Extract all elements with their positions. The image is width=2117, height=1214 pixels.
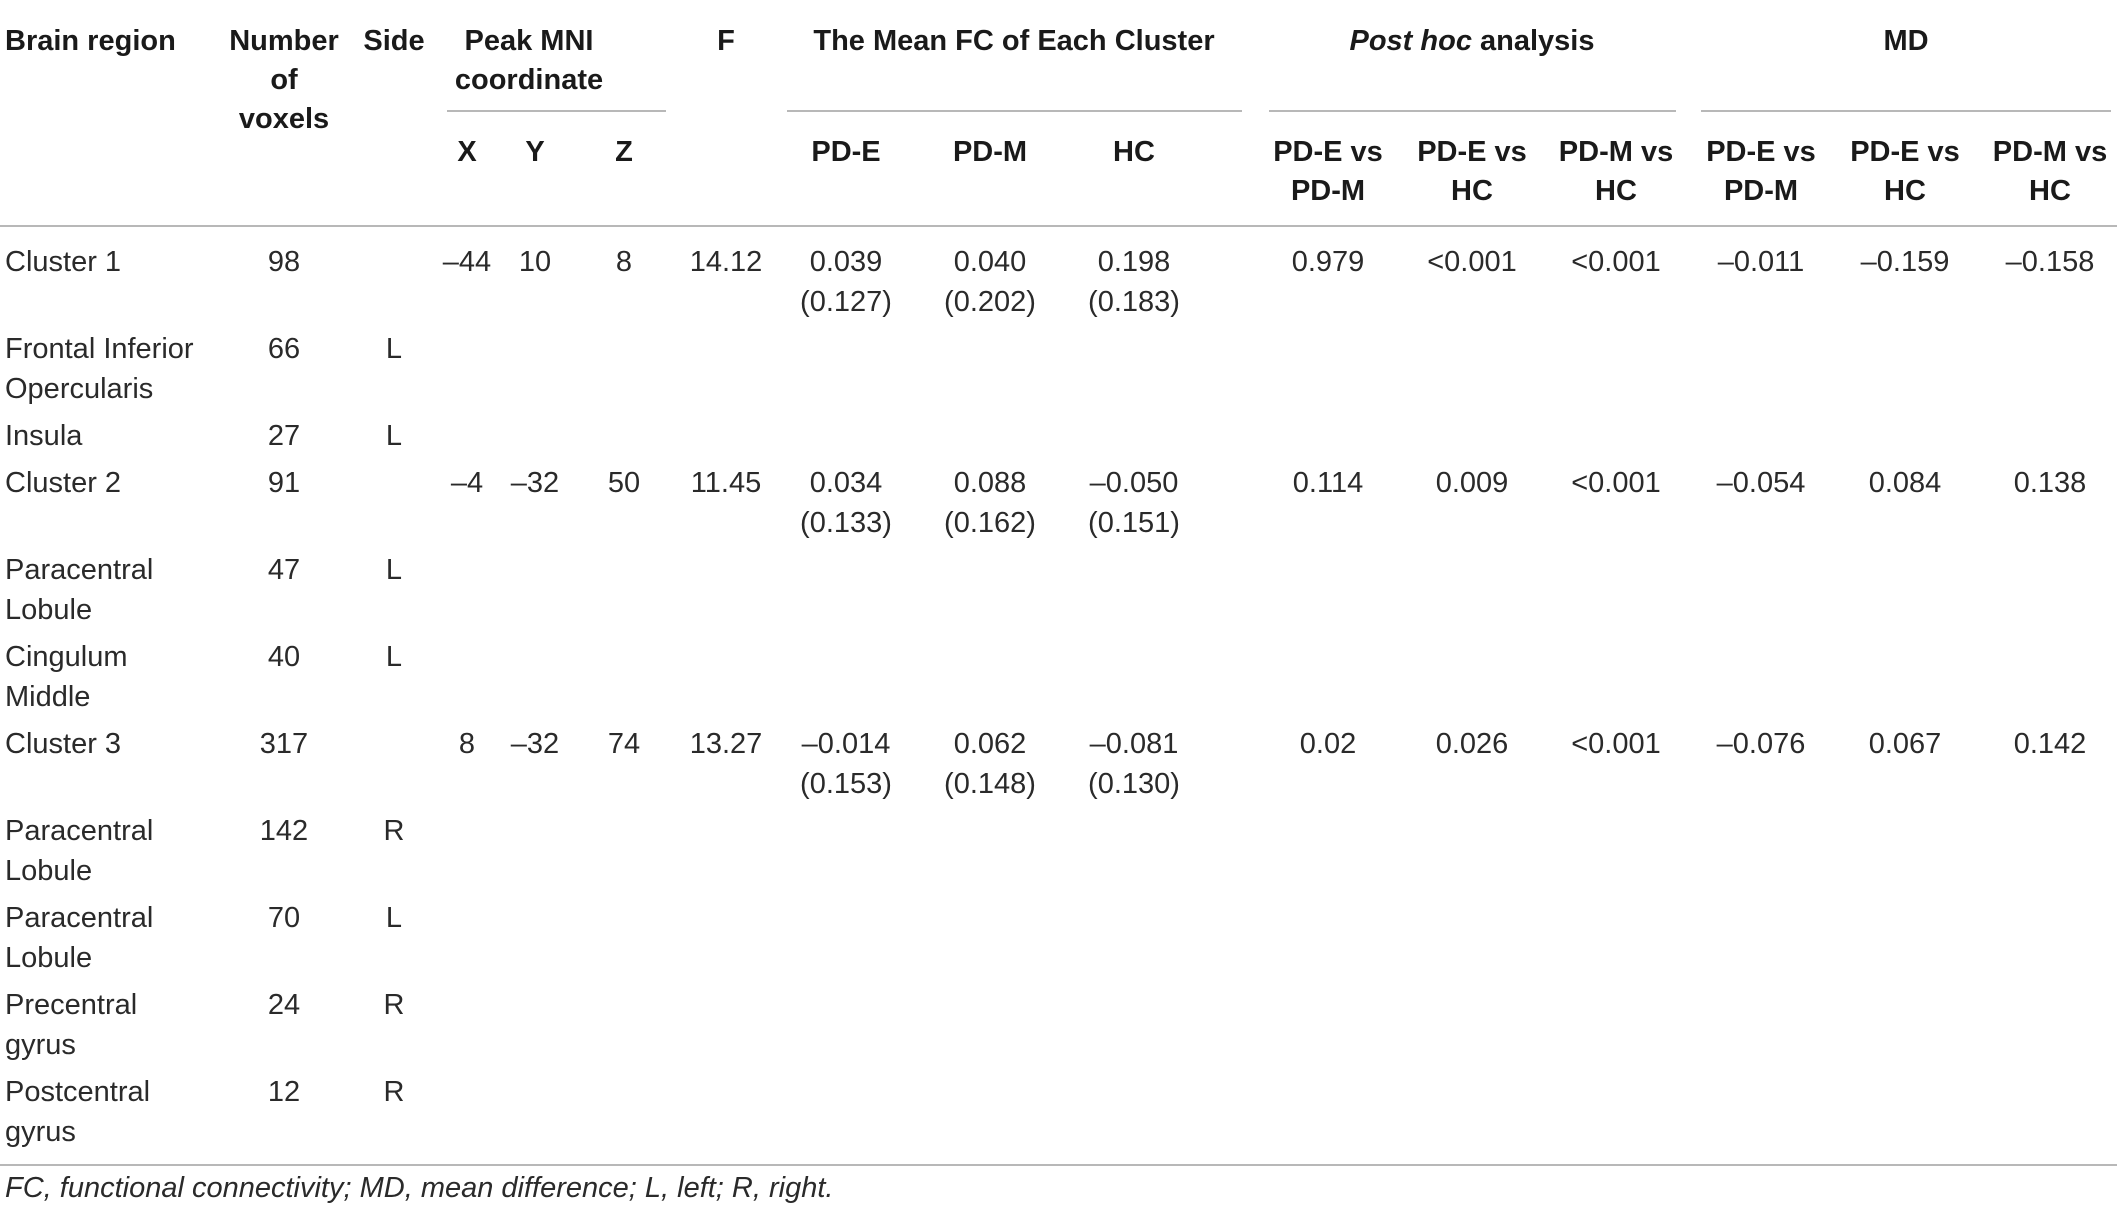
row-side: R: [383, 989, 405, 1021]
row-posthoc-pdm-hc: <0.001: [1571, 728, 1661, 760]
row-region-line1: Cingulum: [5, 641, 128, 673]
row-z: 50: [607, 467, 641, 499]
md-underline: [1701, 110, 2111, 112]
header-z: Z: [615, 136, 633, 168]
row-side: L: [385, 902, 403, 934]
row-posthoc-pdm-hc: <0.001: [1571, 467, 1661, 499]
row-voxels: 70: [267, 902, 301, 934]
row-region: Cluster 1: [5, 246, 122, 278]
row-pdm-mean: 0.062: [953, 728, 1027, 760]
row-voxels: 317: [259, 728, 309, 760]
row-md-pdm-hc: 0.138: [2013, 467, 2087, 499]
row-region-line1: Precentral: [5, 989, 138, 1021]
header-mean-fc: The Mean FC of Each Cluster: [813, 25, 1215, 57]
header-number-of-voxels-1: Number: [229, 25, 339, 57]
row-x: –44: [442, 246, 492, 278]
mean-fc-underline: [787, 110, 1242, 112]
header-pd-e: PD-E: [811, 136, 881, 168]
row-hc-sd: (0.130): [1088, 768, 1180, 800]
row-md-pde-hc: 0.067: [1868, 728, 1942, 760]
row-hc-mean: –0.081: [1089, 728, 1179, 760]
header-hc: HC: [1113, 136, 1155, 168]
header-peak-mni-1: Peak MNI: [464, 25, 594, 57]
table-bottom-rule: [0, 1164, 2117, 1166]
row-region-line2: Opercularis: [5, 373, 154, 405]
row-region-line2: Lobule: [5, 942, 93, 974]
row-voxels: 91: [267, 467, 301, 499]
row-voxels: 12: [267, 1076, 301, 1108]
header-brain-region: Brain region: [5, 25, 176, 57]
row-voxels: 40: [267, 641, 301, 673]
row-md-pde-hc: 0.084: [1868, 467, 1942, 499]
header-ph-pde-pdm-1: PD-E vs: [1273, 136, 1383, 168]
row-pde-mean: 0.039: [809, 246, 883, 278]
header-ph-pdm-hc-2: HC: [1595, 175, 1637, 207]
row-pdm-sd: (0.162): [944, 507, 1036, 539]
post-hoc-underline: [1269, 110, 1676, 112]
row-posthoc-pde-hc: 0.026: [1435, 728, 1509, 760]
row-f: 14.12: [689, 246, 763, 278]
row-posthoc-pde-hc: <0.001: [1427, 246, 1517, 278]
row-md-pde-hc: –0.159: [1860, 246, 1950, 278]
peak-mni-underline: [447, 110, 666, 112]
row-side: L: [385, 420, 403, 452]
row-posthoc-pde-hc: 0.009: [1435, 467, 1509, 499]
row-y: 10: [518, 246, 552, 278]
row-region-line2: gyrus: [5, 1029, 76, 1061]
row-side: L: [385, 333, 403, 365]
header-number-of-voxels-2: of: [270, 64, 298, 96]
row-region-line2: gyrus: [5, 1116, 76, 1148]
header-md-pdm-hc-1: PD-M vs: [1992, 136, 2108, 168]
header-ph-pde-hc-2: HC: [1451, 175, 1493, 207]
table-footnote: FC, functional connectivity; MD, mean difference; L, left; R, right.: [5, 1172, 834, 1204]
header-md-pdm-hc-2: HC: [2029, 175, 2071, 207]
header-bottom-rule: [0, 225, 2117, 227]
header-md-pde-pdm-2: PD-M: [1723, 175, 1799, 207]
row-z: 74: [607, 728, 641, 760]
row-region-line1: Paracentral: [5, 554, 154, 586]
row-x: 8: [458, 728, 476, 760]
header-peak-mni-2: coordinate: [454, 64, 604, 96]
header-post-hoc-rest: analysis: [1471, 25, 1595, 57]
row-z: 8: [615, 246, 633, 278]
row-posthoc-pde-pdm: 0.979: [1291, 246, 1365, 278]
header-md-pde-pdm-1: PD-E vs: [1706, 136, 1816, 168]
row-pde-mean: –0.014: [801, 728, 891, 760]
row-pdm-sd: (0.202): [944, 286, 1036, 318]
row-posthoc-pde-pdm: 0.114: [1292, 467, 1364, 499]
row-f: 13.27: [689, 728, 763, 760]
header-y: Y: [525, 136, 545, 168]
row-pde-sd: (0.153): [800, 768, 892, 800]
row-voxels: 98: [267, 246, 301, 278]
row-side: L: [385, 554, 403, 586]
row-md-pde-pdm: –0.054: [1716, 467, 1806, 499]
row-voxels: 47: [267, 554, 301, 586]
row-pdm-mean: 0.088: [953, 467, 1027, 499]
header-x: X: [457, 136, 477, 168]
row-side: R: [383, 1076, 405, 1108]
row-hc-mean: –0.050: [1089, 467, 1179, 499]
header-md: MD: [1883, 25, 1929, 57]
row-region-line1: Paracentral: [5, 902, 154, 934]
header-md-pde-hc-2: HC: [1884, 175, 1926, 207]
row-region-line1: Postcentral: [5, 1076, 151, 1108]
row-region-line2: Middle: [5, 681, 91, 713]
header-pd-m: PD-M: [952, 136, 1028, 168]
row-region-line1: Frontal Inferior: [5, 333, 194, 365]
row-pdm-mean: 0.040: [953, 246, 1027, 278]
row-voxels: 27: [267, 420, 301, 452]
row-voxels: 142: [259, 815, 309, 847]
row-pde-sd: (0.127): [800, 286, 892, 318]
header-number-of-voxels-3: voxels: [238, 103, 330, 135]
row-region-line2: Lobule: [5, 855, 93, 887]
header-ph-pdm-hc-1: PD-M vs: [1558, 136, 1674, 168]
row-md-pde-pdm: –0.011: [1717, 246, 1805, 278]
row-x: –4: [450, 467, 484, 499]
header-md-pde-hc-1: PD-E vs: [1850, 136, 1960, 168]
row-pde-sd: (0.133): [800, 507, 892, 539]
header-ph-pde-pdm-2: PD-M: [1290, 175, 1366, 207]
row-hc-sd: (0.151): [1088, 507, 1180, 539]
row-pde-mean: 0.034: [809, 467, 883, 499]
row-side: R: [383, 815, 405, 847]
row-region-line2: Lobule: [5, 594, 93, 626]
row-hc-sd: (0.183): [1088, 286, 1180, 318]
row-y: –32: [510, 728, 560, 760]
row-voxels: 24: [267, 989, 301, 1021]
row-voxels: 66: [267, 333, 301, 365]
row-md-pdm-hc: –0.158: [2005, 246, 2095, 278]
row-pdm-sd: (0.148): [944, 768, 1036, 800]
row-region: Cluster 3: [5, 728, 122, 760]
header-side: Side: [363, 25, 425, 57]
row-region: Insula: [5, 420, 83, 452]
header-f: F: [717, 25, 735, 57]
row-side: L: [385, 641, 403, 673]
row-md-pdm-hc: 0.142: [2013, 728, 2087, 760]
header-ph-pde-hc-1: PD-E vs: [1417, 136, 1527, 168]
row-posthoc-pdm-hc: <0.001: [1571, 246, 1661, 278]
row-f: 11.45: [690, 467, 762, 499]
row-md-pde-pdm: –0.076: [1716, 728, 1806, 760]
row-region-line1: Paracentral: [5, 815, 154, 847]
row-hc-mean: 0.198: [1097, 246, 1171, 278]
row-posthoc-pde-pdm: 0.02: [1299, 728, 1357, 760]
row-y: –32: [510, 467, 560, 499]
header-post-hoc: [1350, 21, 1595, 61]
row-region: Cluster 2: [5, 467, 122, 499]
header-post-hoc-italic: Post hoc: [1349, 25, 1472, 57]
